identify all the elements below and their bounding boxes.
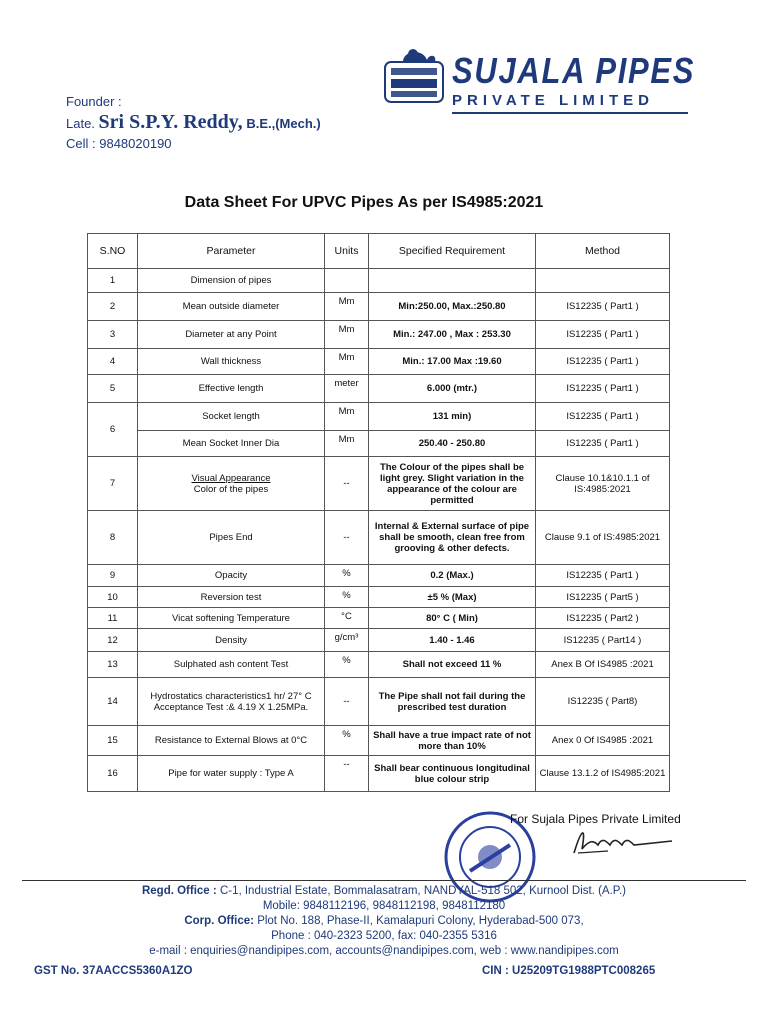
table-row (88, 587, 670, 608)
cell-method (536, 269, 670, 293)
cell-unit: % (325, 726, 369, 756)
cell-parameter: Mean outside diameter (138, 293, 325, 321)
cell-sno: 8 (88, 511, 138, 565)
cell-parameter: Wall thickness (138, 349, 325, 375)
cell-method: IS12235 ( Part1 ) (536, 349, 670, 375)
cell-requirement: 6.000 (mtr.) (369, 375, 536, 403)
cell-unit: % (325, 652, 369, 678)
cell-unit: Mm (325, 431, 369, 457)
col-header-method: Method (536, 234, 670, 269)
cell-requirement: Min:250.00, Max.:250.80 (369, 293, 536, 321)
cell-parameter-line2: Color of the pipes (193, 483, 269, 495)
page-title: Data Sheet For UPVC Pipes As per IS4985:2021 (184, 194, 544, 211)
cell-sno: 4 (88, 349, 138, 375)
cell-unit: °C (325, 608, 369, 629)
table-row (88, 293, 670, 321)
cell-parameter: Diameter at any Point (138, 321, 325, 349)
company-subtitle: PRIVATE LIMITED (452, 92, 654, 109)
cell-parameter: Pipe for water supply : Type A (138, 756, 325, 792)
cell-sno: 7 (88, 457, 138, 511)
footer (0, 884, 768, 959)
cell-unit: Mm (325, 403, 369, 431)
brand-underline (452, 112, 688, 114)
cin-number: CIN : U25209TG1988PTC008265 (482, 965, 656, 977)
cell-requirement: 1.40 - 1.46 (369, 629, 536, 652)
regd-office-address: C-1, Industrial Estate, Bommalasatram, NANDYAL-518 502, Kurnool Dist. (A.P.) (219, 885, 627, 897)
col-header-units: Units (325, 234, 369, 269)
cell-method: IS12235 ( Part5 ) (536, 587, 670, 608)
cell-parameter (138, 678, 325, 726)
cell-requirement: 131 min) (369, 403, 536, 431)
cell-requirement: Min.: 247.00 , Max : 253.30 (369, 321, 536, 349)
cell-sno: 5 (88, 375, 138, 403)
col-header-sno: S.NO (88, 234, 138, 269)
cell-method: Clause 9.1 of IS:4985:2021 (536, 511, 670, 565)
cell-unit: % (325, 565, 369, 587)
cell-sno: 1 (88, 269, 138, 293)
cell-sno: 2 (88, 293, 138, 321)
cell-parameter: Opacity (138, 565, 325, 587)
founder-prefix: Late. (66, 116, 95, 131)
cell-parameter: Density (138, 629, 325, 652)
table-row (88, 349, 670, 375)
col-header-parameter: Parameter (138, 234, 325, 269)
cell-sno: 11 (88, 608, 138, 629)
cell-unit: Mm (325, 293, 369, 321)
cell-method: IS12235 ( Part1 ) (536, 293, 670, 321)
cell-method: IS12235 ( Part2 ) (536, 608, 670, 629)
table-row (88, 629, 670, 652)
table-row (88, 457, 670, 511)
nandi-bull-emblem-icon (383, 44, 445, 104)
spec-table (87, 233, 670, 792)
gst-number: GST No. 37AACCS5360A1ZO (34, 965, 193, 977)
cell-unit: -- (325, 511, 369, 565)
handwritten-signature-icon (568, 823, 678, 861)
cell-method: IS12235 ( Part14 ) (536, 629, 670, 652)
founder-name: Sri S.P.Y. Reddy, (98, 111, 243, 133)
table-row (88, 678, 670, 726)
founder-line (66, 112, 321, 134)
col-header-requirement: Specified Requirement (369, 234, 536, 269)
table-row (88, 608, 670, 629)
corp-office-address: Plot No. 188, Phase-II, Kamalapuri Colony, Hyderabad-500 073, (257, 915, 584, 927)
cell-method: Clause 13.1.2 of IS4985:2021 (536, 756, 670, 792)
cell-requirement: The Pipe shall not fail during the prescribed test duration (369, 678, 536, 726)
footer-corp-line (0, 914, 768, 929)
cell-parameter (138, 457, 325, 511)
cell-method: IS12235 ( Part1 ) (536, 321, 670, 349)
cell-parameter: Socket length (138, 403, 325, 431)
cell-method: Anex 0 Of IS4985 :2021 (536, 726, 670, 756)
cell-requirement: Min.: 17.00 Max :19.60 (369, 349, 536, 375)
cell-method: IS12235 ( Part1 ) (536, 375, 670, 403)
cell-requirement: ±5 % (Max) (369, 587, 536, 608)
corp-office-label: Corp. Office: (184, 915, 254, 927)
footer-divider (22, 880, 746, 881)
for-company-label: For Sujala Pipes Private Limited (510, 812, 681, 826)
cell-parameter-line1: Visual Appearance (191, 472, 271, 484)
cell-sno: 10 (88, 587, 138, 608)
cell-parameter: Resistance to External Blows at 0°C (138, 726, 325, 756)
cell-method: IS12235 ( Part8) (536, 678, 670, 726)
table-row (88, 726, 670, 756)
cell-sno: 3 (88, 321, 138, 349)
table-header-row (88, 234, 670, 269)
cell-method: Clause 10.1&10.1.1 of IS:4985:2021 (536, 457, 670, 511)
cell-sno: 14 (88, 678, 138, 726)
cell-requirement: 80° C ( Min) (369, 608, 536, 629)
cell-requirement: Shall not exceed 11 % (369, 652, 536, 678)
cell-parameter: Effective length (138, 375, 325, 403)
cell-parameter: Dimension of pipes (138, 269, 325, 293)
footer-mobile: Mobile: 9848112196, 9848112198, 9848112180 (262, 900, 506, 912)
cell-unit: -- (325, 457, 369, 511)
founder-block (66, 92, 321, 154)
cell-requirement: Internal & External surface of pipe shall be smooth, clean free from grooving & other defects. (369, 511, 536, 565)
cell-unit: meter (325, 375, 369, 403)
cell-sno: 13 (88, 652, 138, 678)
cell-unit (325, 269, 369, 293)
table-row (88, 321, 670, 349)
cell-requirement: 250.40 - 250.80 (369, 431, 536, 457)
founder-label: Founder : (66, 94, 122, 109)
cell-method: Anex B Of IS4985 :2021 (536, 652, 670, 678)
table-row (88, 756, 670, 792)
cell-requirement: Shall bear continuous longitudinal blue colour strip (369, 756, 536, 792)
cell-unit: g/cm³ (325, 629, 369, 652)
company-name: SUJALA PIPES (452, 50, 696, 91)
table-row (88, 652, 670, 678)
cell-sno: 6 (88, 403, 138, 457)
cell-parameter: Pipes End (138, 511, 325, 565)
table-row (88, 375, 670, 403)
cell-parameter-line1: Hydrostatics characteristics1 hr/ 27° C (150, 690, 312, 702)
cell-parameter: Vicat softening Temperature (138, 608, 325, 629)
cell-unit: Mm (325, 349, 369, 375)
cell-parameter-line2: Acceptance Test :& 4.19 X 1.25MPa. (153, 701, 309, 713)
footer-phone: Phone : 040-2323 5200, fax: 040-2355 5316 (271, 930, 497, 942)
cell-requirement: The Colour of the pipes shall be light grey. Slight variation in the appearance of the colour are permitted (369, 457, 536, 511)
cell-requirement: 0.2 (Max.) (369, 565, 536, 587)
cell-sno: 12 (88, 629, 138, 652)
footer-email: e-mail : enquiries@nandipipes.com, accounts@nandipipes.com, web : www.nandipipes.com (149, 945, 619, 957)
footer-regd-line (0, 884, 768, 899)
cell-method: IS12235 ( Part1 ) (536, 565, 670, 587)
cell-parameter: Sulphated ash content Test (138, 652, 325, 678)
cell-sno: 15 (88, 726, 138, 756)
cell-sno: 16 (88, 756, 138, 792)
cell-requirement: Shall have a true impact rate of not more than 10% (369, 726, 536, 756)
table-row (88, 431, 670, 457)
cell-method: IS12235 ( Part1 ) (536, 403, 670, 431)
table-row (88, 565, 670, 587)
cell-unit: -- (325, 756, 369, 792)
cell-method: IS12235 ( Part1 ) (536, 431, 670, 457)
regd-office-label: Regd. Office : (141, 885, 217, 897)
table-row (88, 403, 670, 431)
cell-sno: 9 (88, 565, 138, 587)
cell-requirement (369, 269, 536, 293)
cell-parameter: Reversion test (138, 587, 325, 608)
founder-degree: B.E.,(Mech.) (246, 116, 321, 131)
founder-cell: Cell : 9848020190 (66, 136, 172, 151)
cell-unit: -- (325, 678, 369, 726)
cell-parameter: Mean Socket Inner Dia (138, 431, 325, 457)
table-row (88, 269, 670, 293)
cell-unit: % (325, 587, 369, 608)
cell-unit: Mm (325, 321, 369, 349)
table-row (88, 511, 670, 565)
